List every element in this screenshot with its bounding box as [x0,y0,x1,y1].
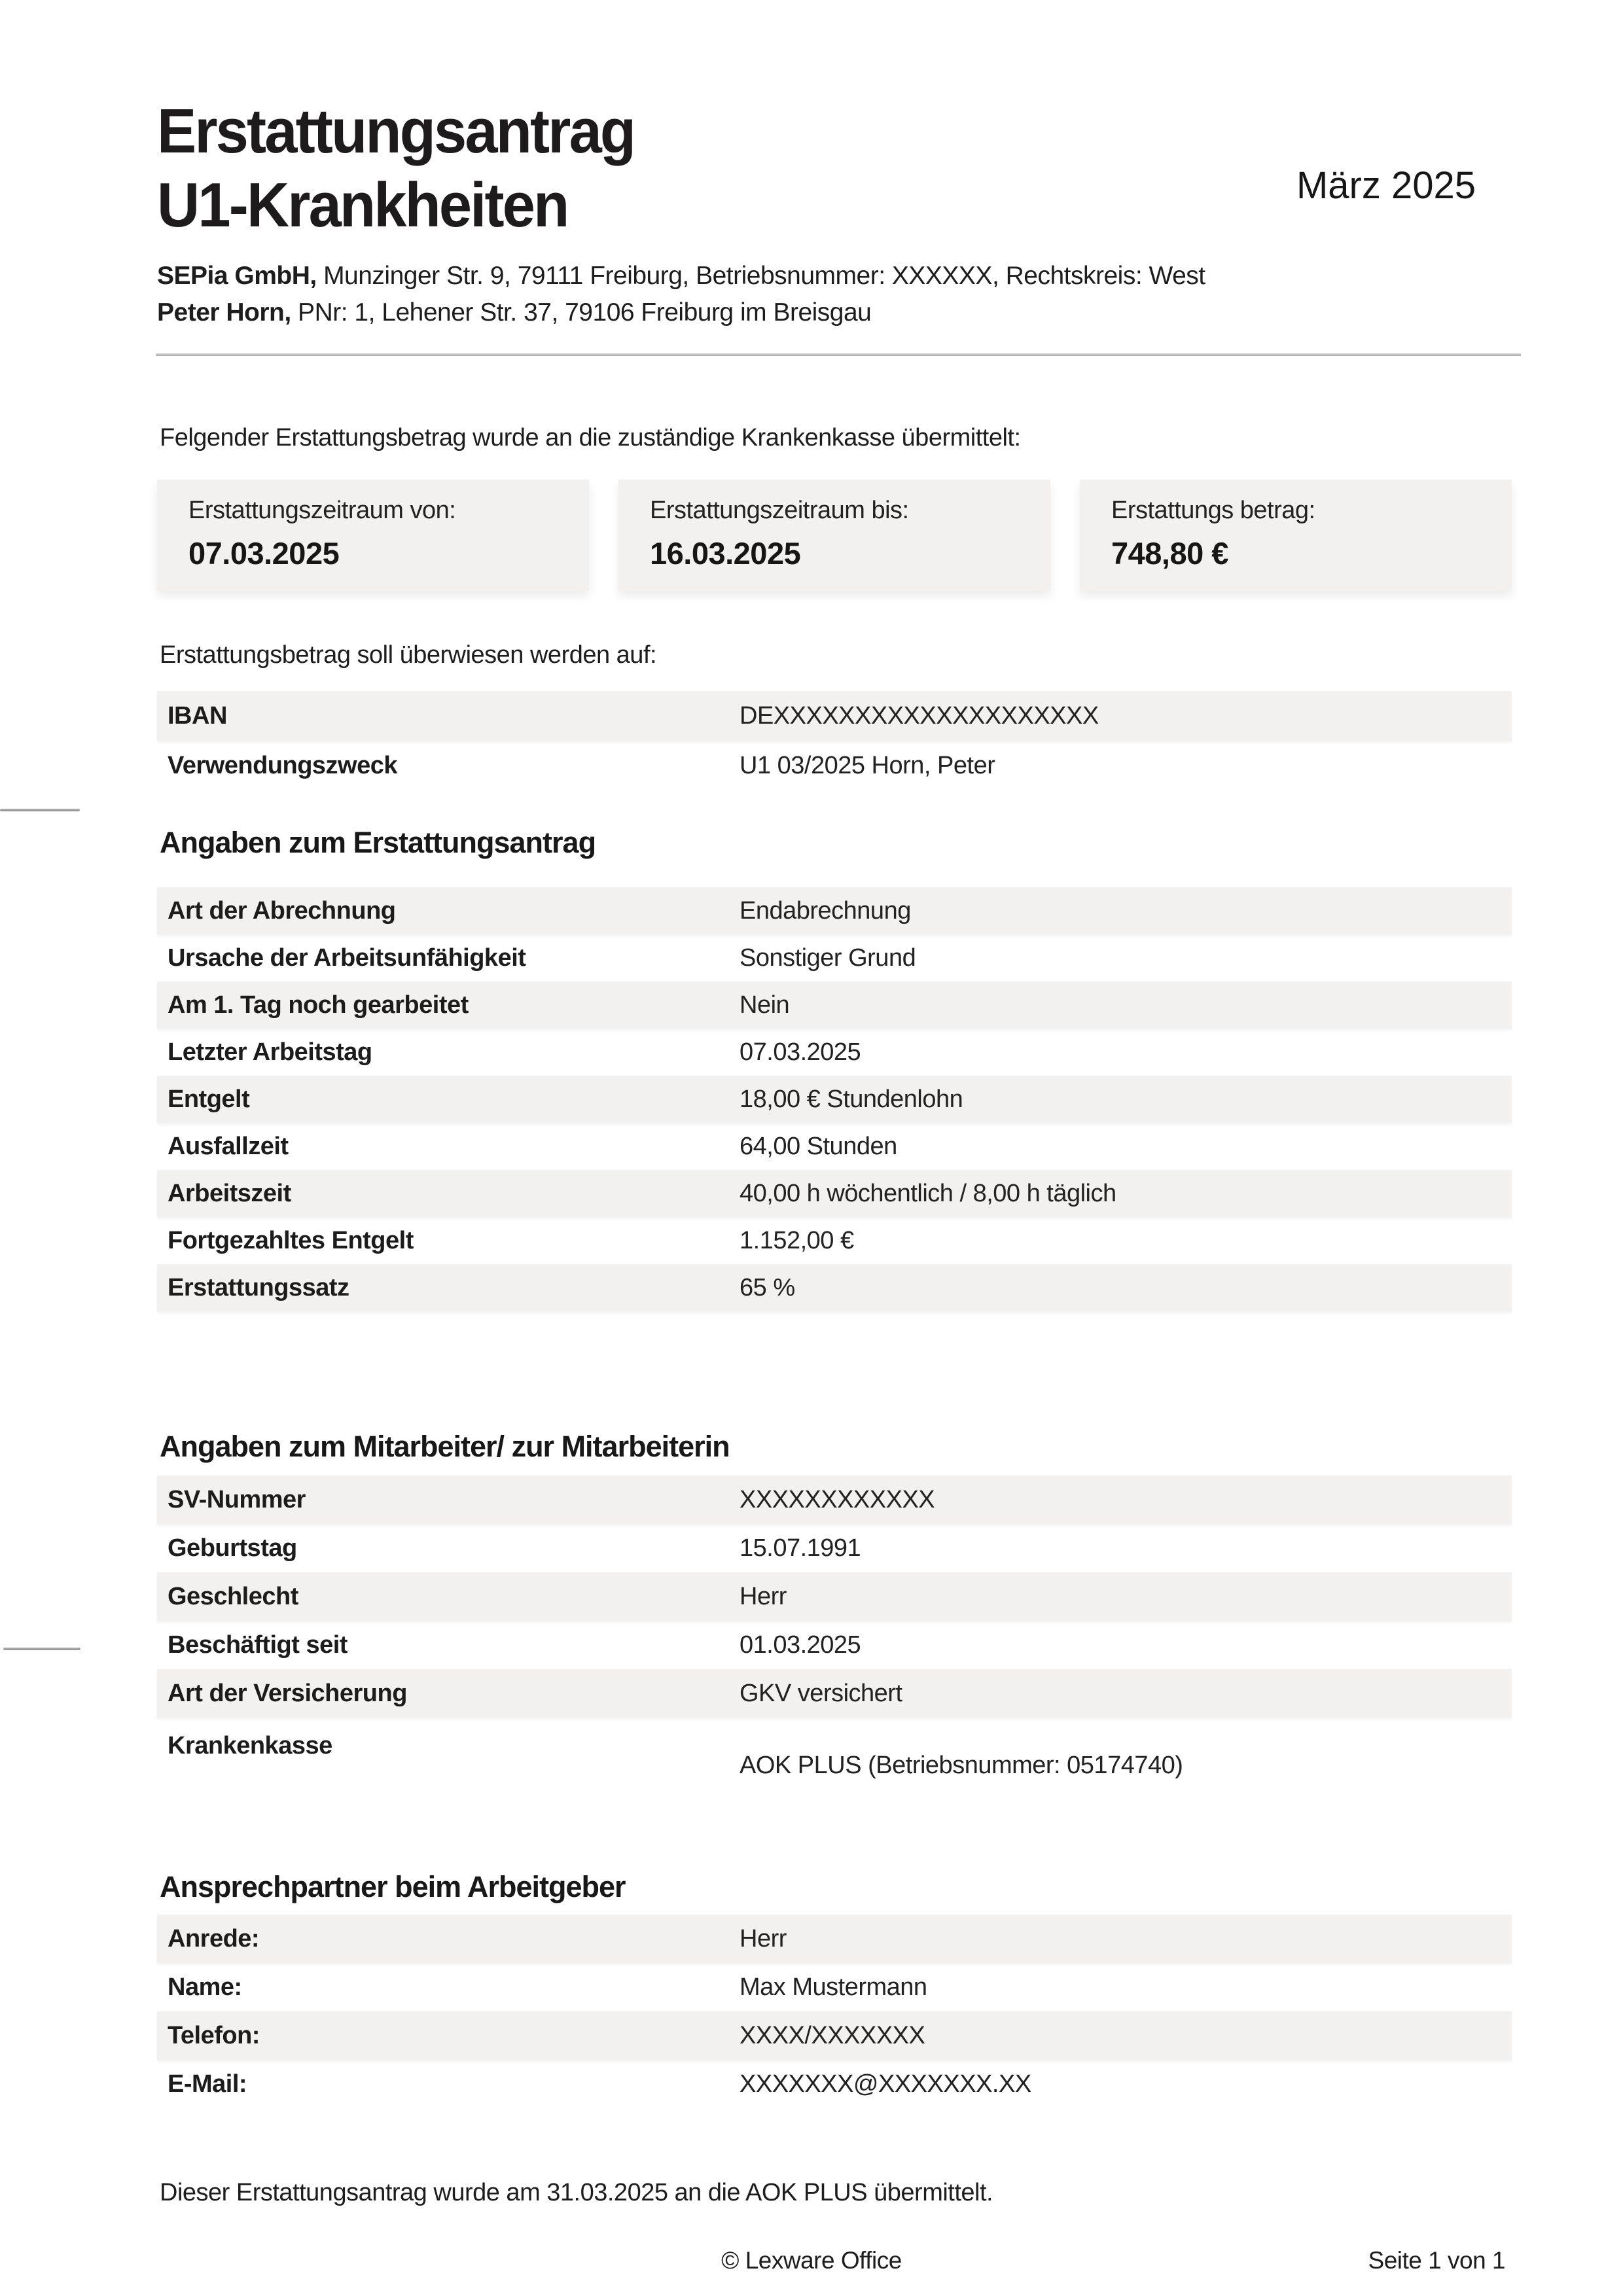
contact-table [157,1915,1512,2108]
transmission-footer-note: Dieser Erstattungsantrag wurde am 31.03.2025 an die AOK PLUS übermittelt. [160,2179,993,2206]
row-label: Beschäftigt seit [168,1631,348,1659]
row-value: Nein [740,991,790,1019]
summary-box-value: 748,80 € [1111,536,1228,571]
section-heading-employee: Angaben zum Mitarbeiter/ zur Mitarbeiterin [160,1430,730,1463]
table-row [157,1264,1512,1311]
table-row [157,2060,1512,2108]
row-value: XXXXXXX@XXXXXXX.XX [740,2070,1031,2098]
employee-name: Peter Horn, [157,298,291,327]
summary-box-label: Erstattungszeitraum bis: [650,497,909,524]
company-details: Munzinger Str. 9, 79111 Freiburg, Betriebsnummer: XXXXXX, Rechtskreis: West [316,262,1205,290]
row-label: Geschlecht [168,1582,298,1610]
header-divider [156,353,1521,356]
row-label: Telefon: [168,2021,260,2049]
summary-box-period-to [618,480,1050,591]
fold-mark-bottom [3,1648,80,1650]
company-address-line [157,258,1205,294]
claim-table [157,887,1512,1311]
row-label: Fortgezahltes Entgelt [168,1226,414,1254]
row-label: E-Mail: [168,2070,247,2098]
table-row [157,1621,1512,1669]
row-label: Krankenkasse [168,1732,332,1759]
transfer-intro-text: Erstattungsbetrag soll überwiesen werden auf: [160,641,657,669]
table-row [157,1475,1512,1524]
row-label: Arbeitszeit [168,1179,291,1207]
row-label: Am 1. Tag noch gearbeitet [168,991,469,1019]
summary-box-label: Erstattungszeitraum von: [188,497,456,524]
summary-boxes [157,480,1512,591]
table-row [157,1123,1512,1170]
row-label: SV-Nummer [168,1485,306,1513]
address-block [157,258,1205,331]
row-value: Sonstiger Grund [740,944,916,972]
row-value: 1.152,00 € [740,1226,854,1254]
row-label: Erstattungssatz [168,1273,349,1301]
table-row [157,1217,1512,1264]
table-row [157,1170,1512,1217]
employee-address-line [157,294,1205,331]
row-label: Ursache der Arbeitsunfähigkeit [168,944,526,972]
table-row [157,1524,1512,1572]
summary-box-amount [1080,480,1512,591]
row-value: 18,00 € Stundenlohn [740,1085,963,1113]
row-label: Verwendungszweck [168,751,398,779]
summary-box-value: 07.03.2025 [188,536,340,571]
row-label: Entgelt [168,1085,250,1113]
section-heading-claim: Angaben zum Erstattungsantrag [160,826,596,859]
company-name: SEPia GmbH, [157,262,317,290]
row-label: Art der Versicherung [168,1679,407,1707]
summary-box-period-from [157,480,589,591]
row-value: 64,00 Stunden [740,1132,897,1160]
page-title-line1: Erstattungsantrag [157,96,635,166]
row-value: 15.07.1991 [740,1534,861,1562]
row-value: XXXXXXXXXXXX [740,1485,935,1513]
page-number: Seite 1 von 1 [1368,2247,1505,2274]
transfer-table [157,691,1512,790]
table-row [157,1669,1512,1718]
row-value: XXXX/XXXXXXX [740,2021,925,2049]
row-value: Herr [740,1582,787,1610]
row-label: IBAN [168,701,227,730]
row-value: Endabrechnung [740,896,911,925]
row-value: DEXXXXXXXXXXXXXXXXXXXX [740,701,1099,730]
row-value: 40,00 h wöchentlich / 8,00 h täglich [740,1179,1116,1207]
copyright-text: © Lexware Office [721,2247,902,2274]
table-row [157,691,1512,741]
page-title [157,94,634,242]
row-value: U1 03/2025 Horn, Peter [740,751,995,779]
table-row [157,981,1512,1029]
page-title-line2: U1-Krankheiten [157,170,568,240]
table-row [157,1915,1512,1963]
row-label: Name: [168,1973,242,2001]
row-value: GKV versichert [740,1679,902,1707]
table-row [157,741,1512,790]
table-row [157,1963,1512,2011]
row-label: Anrede: [168,1924,260,1952]
row-label: Art der Abrechnung [168,896,396,925]
table-row [157,1572,1512,1621]
table-row [157,1076,1512,1123]
row-value: Max Mustermann [740,1973,927,2001]
fold-mark-top [0,809,80,811]
row-label: Ausfallzeit [168,1132,289,1160]
employee-table [157,1475,1512,1796]
row-label: Letzter Arbeitstag [168,1038,372,1066]
row-value: Herr [740,1924,787,1952]
summary-box-value: 16.03.2025 [650,536,801,571]
table-row [157,1029,1512,1076]
row-label: Geburtstag [168,1534,297,1562]
table-row [157,887,1512,934]
section-heading-contact: Ansprechpartner beim Arbeitgeber [160,1870,626,1903]
document-period: März 2025 [1296,164,1476,207]
employee-details: PNr: 1, Lehener Str. 37, 79106 Freiburg im Breisgau [291,298,872,327]
table-row [157,1718,1512,1796]
table-row [157,2011,1512,2060]
summary-box-label: Erstattungs betrag: [1111,497,1315,524]
row-value: 65 % [740,1273,795,1301]
table-row [157,934,1512,981]
transmission-intro-text: Felgender Erstattungsbetrag wurde an die zuständige Krankenkasse übermittelt: [160,424,1021,451]
row-value: AOK PLUS (Betriebsnummer: 05174740) [740,1752,1183,1779]
row-value: 07.03.2025 [740,1038,861,1066]
row-value: 01.03.2025 [740,1631,861,1659]
